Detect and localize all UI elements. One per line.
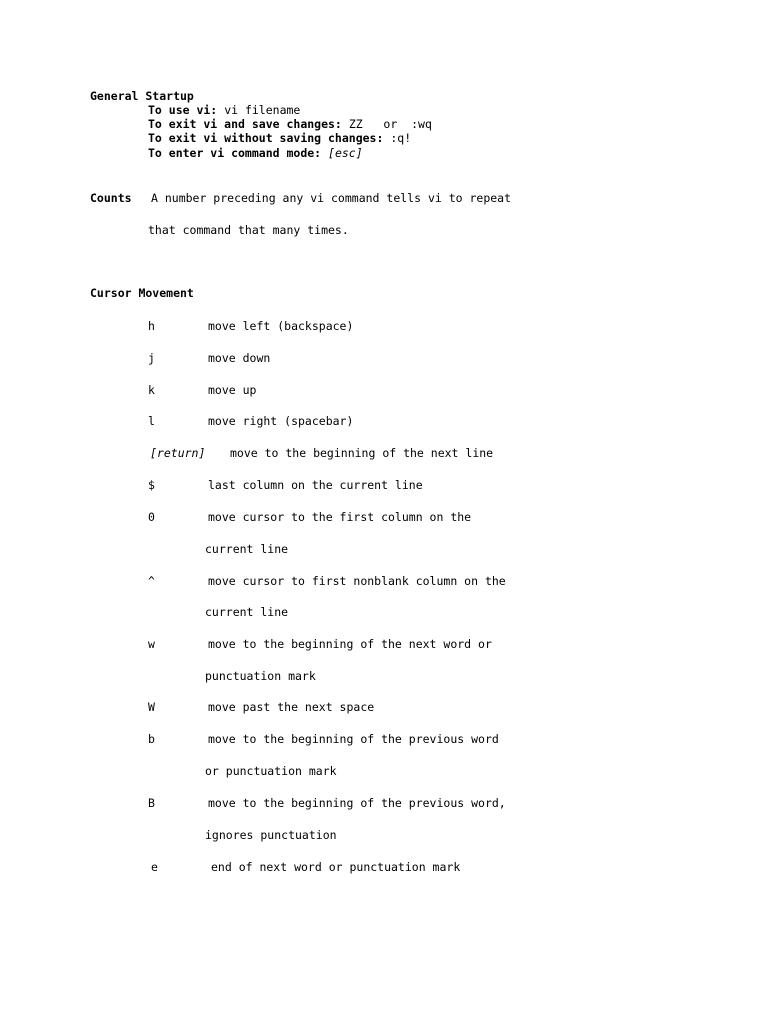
use-vi-value: vi filename [224,103,301,117]
command-description: move right (spacebar) [208,414,354,428]
counts-line-2: that command that many times. [148,223,349,237]
command-description: last column on the current line [208,478,423,492]
command-description: move past the next space [208,700,375,714]
command-description: move cursor to first nonblank column on the [208,574,506,588]
counts-heading: Counts [90,191,132,205]
exit-nosave-line [148,131,411,145]
command-description: move to the beginning of the previous word, [208,796,506,810]
command-description: move to the beginning of the next word or [208,637,492,651]
cursor-movement-heading: Cursor Movement [90,286,194,300]
exit-save-value: ZZ or :wq [348,117,432,131]
command-key: e [151,860,158,874]
command-mode-value: [esc] [328,146,363,160]
exit-save-line [148,117,432,131]
command-key: 0 [148,510,155,524]
command-key: j [148,351,155,365]
command-key: W [148,700,155,714]
exit-nosave-label: To exit vi without saving changes: [148,131,384,145]
command-description-continued: current line [205,542,289,556]
command-description: end of next word or punctuation mark [211,860,461,874]
command-description-continued: punctuation mark [205,669,316,683]
command-key: B [148,796,155,810]
command-key: $ [148,478,155,492]
command-description: move down [208,351,271,365]
command-description: move up [208,383,257,397]
command-key: ^ [148,574,155,588]
use-vi-line [148,103,300,117]
command-description: move cursor to the first column on the [208,510,472,524]
command-description-continued: current line [205,605,289,619]
command-key: [return] [150,446,206,460]
counts-line-1: A number preceding any vi command tells vi to repeat [151,191,512,205]
command-description: move to the beginning of the next line [230,446,494,460]
command-description: move to the beginning of the previous word [208,732,499,746]
general-startup-heading: General Startup [90,89,194,103]
command-key: b [148,732,155,746]
command-mode-line [148,146,363,160]
command-key: k [148,383,155,397]
exit-nosave-value: :q! [390,131,412,145]
command-description-continued: ignores punctuation [205,828,337,842]
exit-save-label: To exit vi and save changes: [148,117,342,131]
command-key: l [148,414,155,428]
command-key: h [148,319,155,333]
use-vi-label: To use vi: [148,103,218,117]
command-description-continued: or punctuation mark [205,764,337,778]
command-key: w [148,637,155,651]
command-mode-label: To enter vi command mode: [148,146,322,160]
command-description: move left (backspace) [208,319,354,333]
